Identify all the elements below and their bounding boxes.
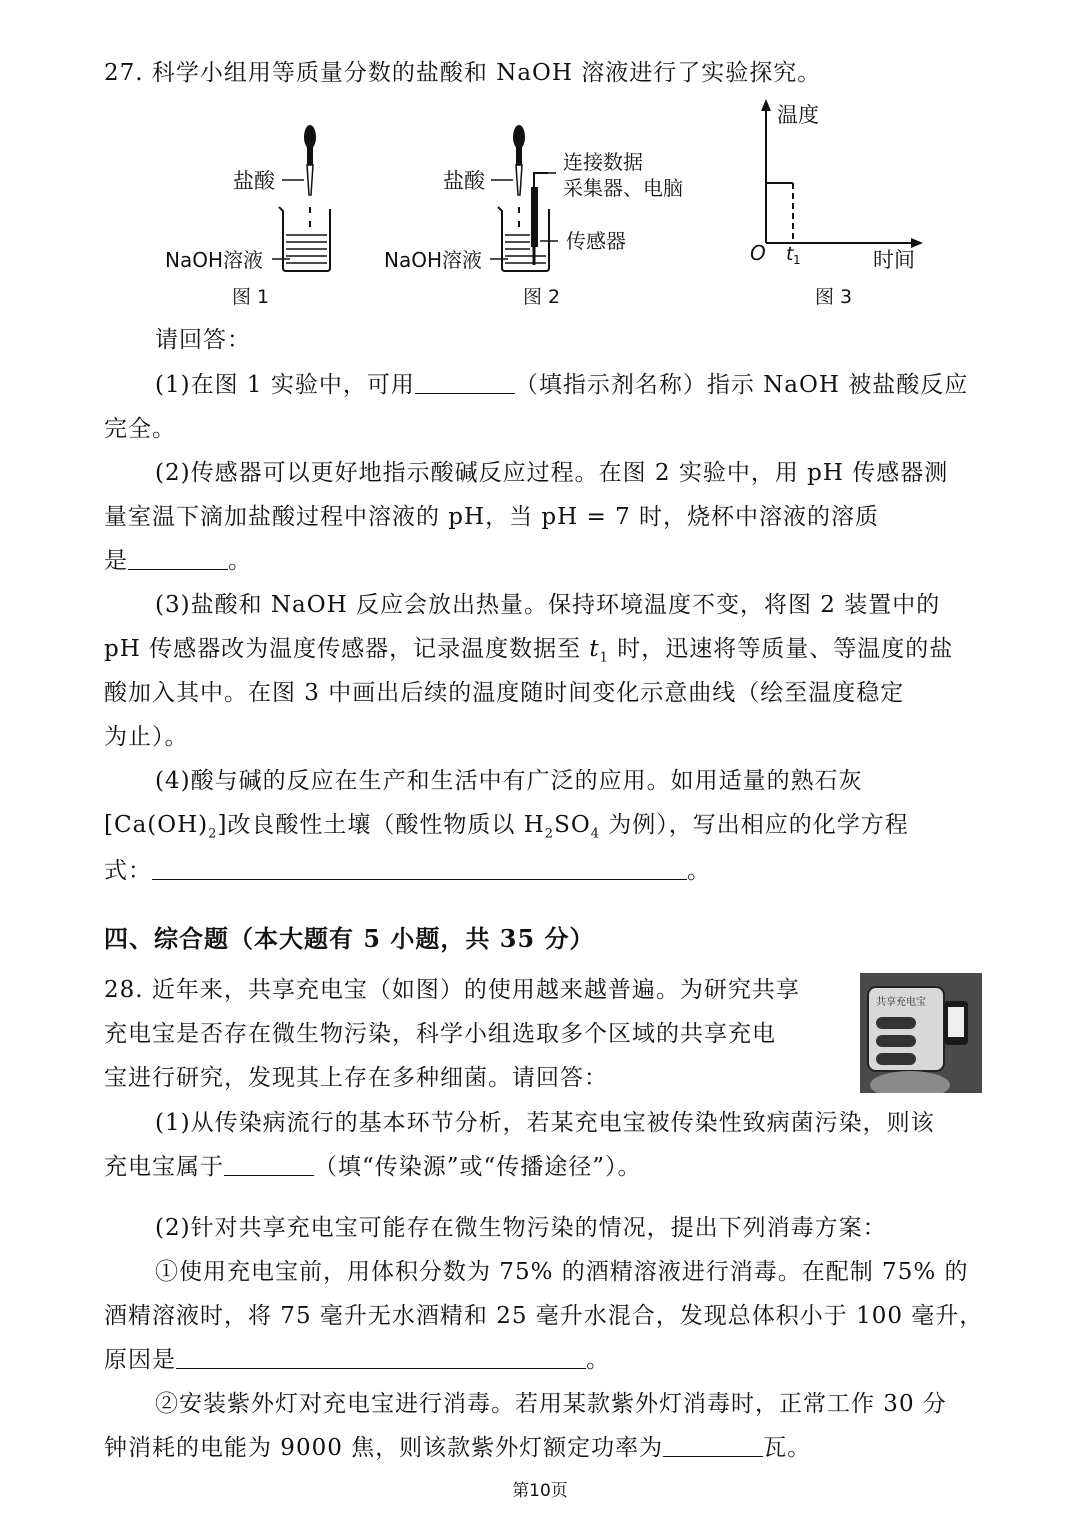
fig3-origin: O [750, 241, 766, 265]
q27-part2-line1: (2)传感器可以更好地指示酸碱反应过程。在图 2 实验中，用 pH 传感器测 [155, 460, 949, 486]
q28-infection-answer-blank[interactable] [224, 1153, 314, 1176]
fig3-t1-sub: 1 [793, 253, 801, 267]
fig2-connect-label-2: 采集器、电脑 [563, 176, 683, 200]
q28-part2: (2)针对共享充电宝可能存在微生物污染的情况，提出下列消毒方案： [155, 1215, 887, 1241]
figure-2 [384, 125, 683, 308]
q28-reason-answer-blank[interactable] [176, 1346, 586, 1369]
q28-line2: 充电宝是否存在微生物污染，科学小组选取多个区域的共享充电 [104, 1021, 776, 1047]
fig3-caption: 图 3 [815, 286, 853, 308]
q28-scheme1-line3: 原因是 。 [104, 1347, 610, 1373]
fig2-connect-label-1: 连接数据 [563, 150, 643, 174]
q27-prompt: 请回答： [155, 327, 251, 353]
fig2-base-label: NaOH溶液 [384, 248, 482, 272]
q27-part4-line2: $[Ca(OH)_2]$改良酸性土壤（酸性物质以 $H_2SO_4$ 为例），写出相应的化学方程 [104, 812, 909, 842]
q28-scheme2-line2: 钟消耗的电能为 9000 焦，则该款紫外灯额定功率为 瓦。 [104, 1435, 812, 1461]
q28-part1-line2: 充电宝属于 （填“传染源”或“传播途径”）。 [104, 1154, 642, 1180]
fig2-caption: 图 2 [523, 286, 561, 308]
q28-line3: 宝进行研究，发现其上存在多种细菌。请回答： [104, 1065, 608, 1091]
fig2-sensor-label: 传感器 [566, 229, 626, 253]
q28-line1: 28. 近年来，共享充电宝（如图）的使用越来越普遍。为研究共享 [104, 977, 800, 1003]
page-number: 第10页 [512, 1481, 568, 1501]
experiment-figures [0, 95, 1080, 415]
q27-solute-answer-blank[interactable] [128, 547, 228, 570]
q28-power-answer-blank[interactable] [663, 1434, 763, 1457]
q28-part1-line1: (1)从传染病流行的基本环节分析，若某充电宝被传染性致病菌污染，则该 [155, 1110, 935, 1136]
q27-part4-line3: 式： 。 [104, 858, 711, 884]
q27-part1-line2: 完全。 [104, 416, 176, 442]
fig1-caption: 图 1 [232, 286, 270, 308]
power-bank-photo [860, 973, 982, 1093]
fig1-acid-label: 盐酸 [233, 169, 275, 193]
fig3-yaxis-label: 温度 [777, 103, 819, 127]
power-bank-photo-label: 共享充电宝 [876, 997, 926, 1008]
figure-3 [750, 99, 923, 308]
q27-part4-line1: (4)酸与碱的反应在生产和生活中有广泛的应用。如用适量的熟石灰 [155, 768, 863, 794]
q27-part2-line2: 量室温下滴加盐酸过程中溶液的 pH，当 pH = 7 时，烧杯中溶液的溶质 [104, 504, 880, 530]
q28-scheme1-line2: 酒精溶液时，将 75 毫升无水酒精和 25 毫升水混合，发现总体积小于 100 毫升， [104, 1303, 984, 1329]
q27-stem: 27. 科学小组用等质量分数的盐酸和 NaOH 溶液进行了实验探究。 [104, 60, 822, 86]
q27-indicator-answer-blank[interactable] [415, 371, 515, 394]
section-4-title: 四、综合题（本大题有 5 小题，共 35 分） [104, 924, 595, 953]
q27-part3-line4: 为止）。 [104, 724, 189, 750]
q27-equation-answer-blank[interactable] [152, 857, 687, 880]
figure-1 [165, 125, 330, 308]
q28-scheme2-line1: ②安装紫外灯对充电宝进行消毒。若用某款紫外灯消毒时，正常工作 30 分 [155, 1391, 947, 1417]
q27-part3-line1: (3)盐酸和 NaOH 反应会放出热量。保持环境温度不变，将图 2 装置中的 [155, 592, 941, 618]
q27-part1-line1: (1)在图 1 实验中，可用 （填指示剂名称）指示 NaOH 被盐酸反应 [155, 372, 969, 398]
q27-part3-line3: 酸加入其中。在图 3 中画出后续的温度随时间变化示意曲线（绘至温度稳定 [104, 680, 905, 706]
fig3-t1: t [786, 243, 794, 265]
fig1-base-label: NaOH溶液 [165, 248, 263, 272]
q28-scheme1-line1: ①使用充电宝前，用体积分数为 75% 的酒精溶液进行消毒。在配制 75% 的 [155, 1259, 969, 1285]
fig3-xaxis-label: 时间 [873, 248, 915, 272]
q27-part3-line2: pH 传感器改为温度传感器，记录温度数据至 $t_1$ 时，迅速将等质量、等温度的盐 [104, 636, 954, 666]
fig2-acid-label: 盐酸 [443, 169, 485, 193]
q27-part2-line3: 是 。 [104, 548, 252, 574]
